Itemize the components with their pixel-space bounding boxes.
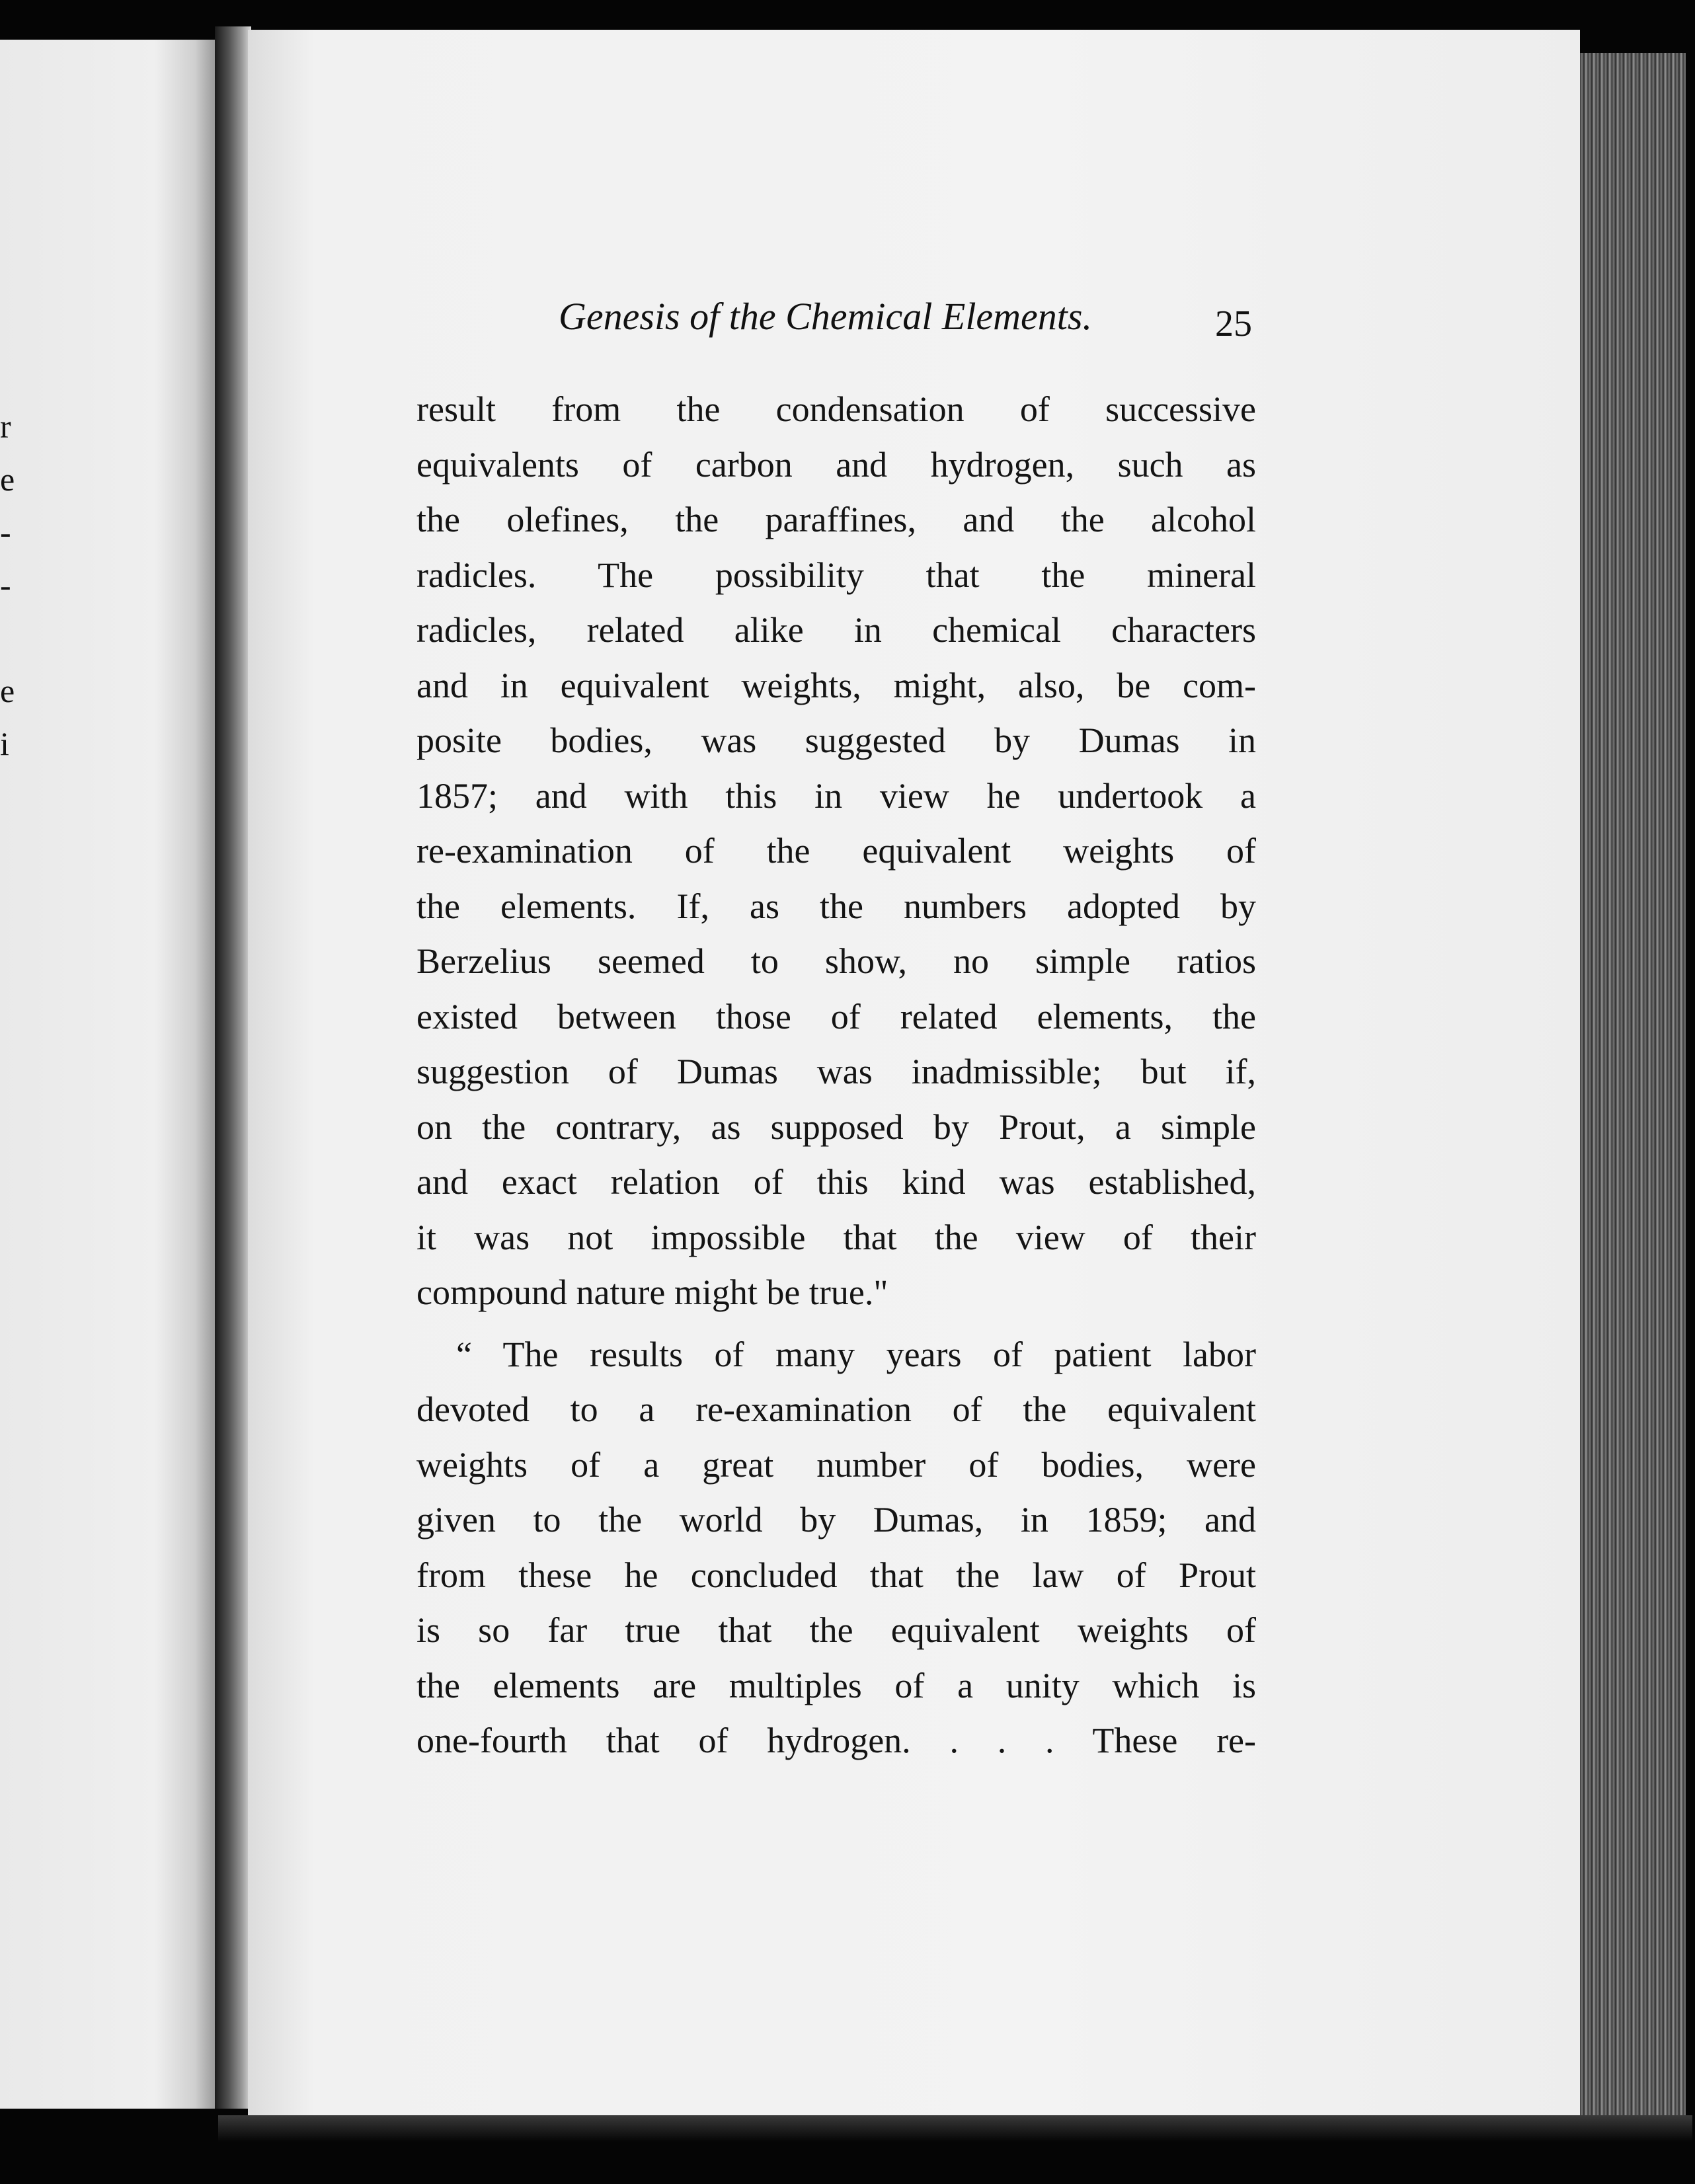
edge-letter: - (0, 514, 11, 551)
text-line: equivalents of carbon and hydrogen, such as (416, 444, 1256, 485)
text-line: weights of a great number of bodies, were (416, 1444, 1256, 1485)
text-line: posite bodies, was suggested by Dumas in (416, 721, 1256, 760)
body-text (416, 382, 1256, 1769)
bottom-shadow (218, 2115, 1692, 2142)
text-line: devoted to a re-examination of the equivalent (416, 1389, 1256, 1429)
text-line: and in equivalent weights, might, also, be com- (416, 665, 1256, 705)
left-page (0, 40, 221, 2109)
text-line: is so far true that the equivalent weights of (416, 1610, 1256, 1650)
running-title: Genesis of the Chemical Elements. (559, 295, 1092, 338)
text-line: suggestion of Dumas was inadmissible; but if, (416, 1052, 1256, 1091)
paragraph (416, 1327, 1256, 1769)
text-line: the elements are multiples of a unity which is (416, 1665, 1256, 1705)
text-line: it was not impossible that the view of their (416, 1217, 1256, 1257)
edge-letter: - (0, 566, 11, 604)
edge-letter: e (0, 461, 15, 498)
text-line: existed between those of related elements, the (416, 996, 1256, 1036)
book-gutter (215, 26, 251, 2109)
edge-letter: r (0, 408, 11, 445)
paragraph (416, 382, 1256, 1321)
text-line: and exact relation of this kind was established, (416, 1162, 1256, 1202)
text-line: on the contrary, as supposed by Prout, a simple (416, 1107, 1256, 1147)
text-line: given to the world by Dumas, in 1859; and (416, 1500, 1256, 1540)
page-number: 25 (1215, 303, 1252, 344)
text-line: radicles. The possibility that the mineral (416, 555, 1256, 595)
book-fore-edge (1580, 53, 1686, 2122)
text-line: re-examination of the equivalent weights of (416, 831, 1256, 871)
text-line: 1857; and with this in view he undertook a (416, 775, 1256, 816)
text-line: one-fourth that of hydrogen. . . . These re- (416, 1721, 1256, 1760)
edge-letter: e (0, 672, 15, 709)
text-line: the olefines, the paraffines, and the alcohol (416, 500, 1256, 539)
text-line: from these he concluded that the law of Prout (416, 1555, 1256, 1595)
text-line: Berzelius seemed to show, no simple ratios (416, 941, 1256, 981)
edge-letter: i (0, 725, 9, 762)
text-line: compound nature might be true." (416, 1272, 888, 1312)
text-line: “ The results of many years of patient labor (456, 1334, 1256, 1374)
text-line: radicles, related alike in chemical characters (416, 610, 1256, 650)
text-line: result from the condensation of successive (416, 389, 1256, 429)
text-line: the elements. If, as the numbers adopted by (416, 886, 1256, 926)
